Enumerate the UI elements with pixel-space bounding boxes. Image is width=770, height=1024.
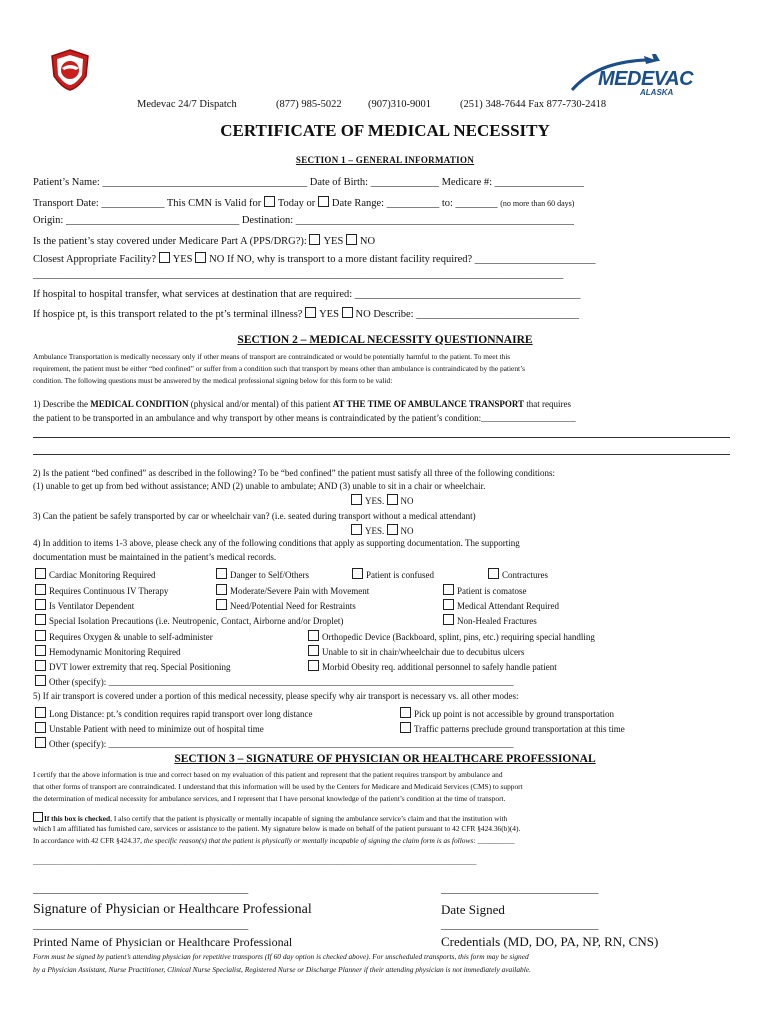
- box-bold: If this box is checked: [44, 814, 111, 823]
- q2-yes-label: YES.: [365, 496, 385, 506]
- medicare-yes-label: YES: [323, 236, 344, 247]
- cardiac-checkbox[interactable]: [35, 568, 46, 579]
- date-range-label: Date Range: __________ to: ________: [331, 198, 498, 209]
- q3-yes-checkbox[interactable]: [351, 524, 362, 535]
- q3-no-label: NO: [400, 526, 414, 536]
- obesity-label: Morbid Obesity req. additional personnel to safely handle patient: [322, 662, 557, 672]
- hospital-transfer-row: If hospital to hospital transfer, what services at destination that are required: ___________________________________________: [33, 289, 581, 300]
- attendant-checkbox[interactable]: [443, 599, 454, 610]
- air-long-checkbox[interactable]: [35, 707, 46, 718]
- air-traffic: [400, 722, 625, 734]
- air-long-label: Long Distance: pt.’s condition requires rapid transport over long distance: [49, 709, 313, 719]
- hemo-label: Hemodynamic Monitoring Required: [49, 647, 181, 657]
- cond-ortho: [308, 630, 595, 642]
- dvt-label: DVT lower extremity that req. Special Positioning: [49, 662, 231, 672]
- box-line-2: which I am affiliated has furnished care, services or assistance to the patient. My signature below is made on behalf of the patient pursuant to 42 CFR §424.36(b)(4).: [33, 824, 521, 833]
- decub-checkbox[interactable]: [308, 645, 319, 656]
- intro-line-3: condition. The following questions must be answered by the medical professional signing below for this form to be valid:: [33, 376, 393, 385]
- hemo-checkbox[interactable]: [35, 645, 46, 656]
- credentials-line[interactable]: ______________________________: [441, 920, 599, 931]
- obesity-checkbox[interactable]: [308, 660, 319, 671]
- cert-line-1: I certify that the above information is true and correct based on my evaluation of this patient and represent that the patient requires transport by ambulance and: [33, 770, 503, 779]
- iv-checkbox[interactable]: [35, 584, 46, 595]
- danger-label: Danger to Self/Others: [230, 570, 309, 580]
- cond-isolation: [35, 614, 343, 626]
- q1-text-c: (physical and/or mental) of this patient: [190, 399, 331, 409]
- q1-text-a: 1) Describe the: [33, 399, 88, 409]
- q2-no-label: NO: [400, 496, 414, 506]
- restraint-label: Need/Potential Need for Restraints: [230, 601, 356, 611]
- confused-checkbox[interactable]: [352, 568, 363, 579]
- medicare-no-checkbox[interactable]: [346, 234, 357, 245]
- answer-line-1[interactable]: [33, 437, 730, 438]
- iv-label: Requires Continuous IV Therapy: [49, 586, 169, 596]
- closest-yes-checkbox[interactable]: [159, 252, 170, 263]
- cond-comatose: [443, 584, 527, 596]
- logo-subtext: ALASKA: [640, 88, 674, 97]
- pain-checkbox[interactable]: [216, 584, 227, 595]
- signature-line[interactable]: _________________________________________: [33, 884, 249, 895]
- footer-line-2: by a Physician Assistant, Nurse Practitioner, Clinical Nurse Specialist, Registered Nurse or Discharge Planner if their attending physician is not immediately available.: [33, 965, 531, 974]
- box-text-3b: the specific reason(s) that the patient is physically or mentally incapable of signing the claim form is as follows: __________: [143, 836, 515, 845]
- air-unstable: [35, 722, 264, 734]
- medicare-row: [33, 234, 375, 247]
- pain-label: Moderate/Severe Pain with Movement: [230, 586, 370, 596]
- air-unstable-checkbox[interactable]: [35, 722, 46, 733]
- fracture-label: Non-Healed Fractures: [457, 616, 537, 626]
- cond-hemo: [35, 645, 180, 657]
- question-2-line-1: 2) Is the patient “bed confined” as described in the following? To be “bed confined” the patient must satisfy all three of the following conditions:: [33, 468, 556, 478]
- date-label: Date Signed: [441, 902, 505, 917]
- vent-label: Is Ventilator Dependent: [49, 601, 135, 611]
- isolation-checkbox[interactable]: [35, 614, 46, 625]
- danger-checkbox[interactable]: [216, 568, 227, 579]
- cond-cardiac: [35, 568, 155, 580]
- q1-text-b: MEDICAL CONDITION: [90, 399, 189, 409]
- cert-line-2: that other forms of transport are contraindicated. I understand that this information will be used by the Centers for Medicare and Medicaid Services (CMS) to support: [33, 782, 523, 791]
- air-unstable-label: Unstable Patient with need to minimize out of hospital time: [49, 724, 264, 734]
- phone-1: (877) 985-5022: [276, 99, 342, 110]
- air-other-checkbox[interactable]: [35, 737, 46, 748]
- q1-text-e: that requires: [526, 399, 572, 409]
- air-pickup-label: Pick up point is not accessible by ground transportation: [414, 709, 614, 719]
- question-4-line-2: documentation must be maintained in the patient’s medical records.: [33, 552, 277, 562]
- comatose-label: Patient is comatose: [457, 586, 527, 596]
- cardiac-label: Cardiac Monitoring Required: [49, 570, 156, 580]
- cond-danger: [216, 568, 309, 580]
- printed-name-label: Printed Name of Physician or Healthcare Professional: [33, 935, 293, 949]
- hospice-row: [33, 307, 579, 320]
- date-line[interactable]: ______________________________: [441, 884, 599, 895]
- closest-why: If NO, why is transport to a more distant facility required? _______________________: [226, 254, 596, 265]
- vent-checkbox[interactable]: [35, 599, 46, 610]
- closest-question: Closest Appropriate Facility?: [33, 254, 157, 265]
- answer-line-2[interactable]: [33, 454, 730, 455]
- fracture-checkbox[interactable]: [443, 614, 454, 625]
- cond-confused: [352, 568, 434, 580]
- hospice-no-label: NO Describe: _______________________________: [355, 309, 579, 320]
- q1-text-d: AT THE TIME OF AMBULANCE TRANSPORT: [332, 399, 525, 409]
- credentials-label: Credentials (MD, DO, PA, NP, RN, CNS): [441, 934, 659, 949]
- blank-line: _____________________________________________________________________________________________________: [33, 269, 564, 280]
- closest-row: [33, 252, 596, 265]
- cond-contractures: [488, 568, 548, 580]
- ortho-checkbox[interactable]: [308, 630, 319, 641]
- comatose-checkbox[interactable]: [443, 584, 454, 595]
- other-checkbox[interactable]: [35, 675, 46, 686]
- question-4-line-1: 4) In addition to items 1-3 above, please check any of the following conditions that apply as supporting documentation. The supporting: [33, 538, 520, 548]
- air-traffic-checkbox[interactable]: [400, 722, 411, 733]
- patient-name-row: Patient’s Name: _______________________________________ Date of Birth: _____________ Medicare #: _________________: [33, 177, 584, 188]
- date-range-checkbox[interactable]: [318, 196, 329, 207]
- cond-oxygen: [35, 630, 213, 642]
- hospice-question: If hospice pt, is this transport related to the pt’s terminal illness?: [33, 309, 303, 320]
- question-5: 5) If air transport is covered under a portion of this medical necessity, please specify why air transport is necessary vs. all other modes:: [33, 691, 519, 701]
- dispatch-label: Medevac 24/7 Dispatch: [137, 99, 237, 110]
- emblem-logo: [48, 48, 92, 92]
- question-1-line-1: [33, 399, 571, 409]
- transport-date-row: [33, 196, 574, 209]
- air-pickup-checkbox[interactable]: [400, 707, 411, 718]
- logo-text: MEDEVAC: [598, 68, 694, 90]
- box-text-3a: In accordance with 42 CFR §424.37,: [33, 836, 142, 845]
- air-traffic-label: Traffic patterns preclude ground transportation at this time: [414, 724, 625, 734]
- question-2-answers: [351, 494, 414, 506]
- no-more-note: (no more than 60 days): [500, 199, 575, 208]
- question-1-line-2: the patient to be transported in an ambulance and why transport by other means is contraindicated by the patient’s condition:_____________________: [33, 413, 576, 423]
- q3-yes-label: YES.: [365, 526, 385, 536]
- phone-2: (907)310-9001: [368, 99, 431, 110]
- cond-fracture: [443, 614, 537, 626]
- question-3-answers: [351, 524, 414, 536]
- section1-heading: SECTION 1 – GENERAL INFORMATION: [295, 155, 475, 165]
- printed-name-line[interactable]: _________________________________________: [33, 920, 249, 931]
- intro-line-1: Ambulance Transportation is medically necessary only if other means of transport are contraindicated or would be potentially harmful to the patient. To meet this: [33, 352, 511, 361]
- air-pickup: [400, 707, 614, 719]
- section2-heading: SECTION 2 – MEDICAL NECESSITY QUESTIONNAIRE: [237, 334, 533, 346]
- cond-attendant: [443, 599, 559, 611]
- q3-no-checkbox[interactable]: [387, 524, 398, 535]
- closest-yes-label: YES: [172, 254, 193, 265]
- cond-obesity: [308, 660, 557, 672]
- box-text-1: , I also certify that the patient is physically or mentally incapable of signing the ambulance service’s claim and that the institution with: [110, 814, 508, 823]
- section3-heading: SECTION 3 – SIGNATURE OF PHYSICIAN OR HEALTHCARE PROFESSIONAL: [174, 753, 596, 765]
- footer-line-1: Form must be signed by patient’s attending physician for repetitive transports (If 60 day option is checked above). For unscheduled transports, this form may be signed: [33, 952, 529, 961]
- today-checkbox[interactable]: [264, 196, 275, 207]
- today-label: Today or: [277, 198, 316, 209]
- decub-label: Unable to sit in chair/wheelchair due to decubitus ulcers: [322, 647, 525, 657]
- q2-no-checkbox[interactable]: [387, 494, 398, 505]
- closest-no-label: NO: [209, 254, 225, 265]
- air-other: [35, 737, 513, 749]
- hospice-yes-checkbox[interactable]: [305, 307, 316, 318]
- attendant-label: Medical Attendant Required: [457, 601, 559, 611]
- other-label: Other (specify): __________________________________________________________________________________________: [49, 677, 514, 687]
- contractures-checkbox[interactable]: [488, 568, 499, 579]
- dvt-checkbox[interactable]: [35, 660, 46, 671]
- restraint-checkbox[interactable]: [216, 599, 227, 610]
- box-line-1: [33, 812, 507, 823]
- cert-line-3: the determination of medical necessity for ambulance services, and I represent that I have personal knowledge of the patient’s condition at the time of transport.: [33, 794, 506, 803]
- origin-row: Origin: _________________________________ Destination: _____________________________________________________: [33, 215, 575, 226]
- q2-yes-checkbox[interactable]: [351, 494, 362, 505]
- air-other-label: Other (specify): __________________________________________________________________________________________: [49, 739, 514, 749]
- signature-label: Signature of Physician or Healthcare Professional: [33, 902, 312, 917]
- intro-line-2: requirement, the patient must be either “bed confined” or suffer from a condition such that transport by means other than ambulance is contraindicated by the patient’s: [33, 364, 525, 373]
- incapable-checkbox[interactable]: [33, 812, 43, 822]
- confused-label: Patient is confused: [366, 570, 434, 580]
- cond-restraint: [216, 599, 356, 611]
- ortho-label: Orthopedic Device (Backboard, splint, pins, etc.) requiring special handling: [322, 632, 595, 642]
- phone-fax: (251) 348-7644 Fax 877-730-2418: [460, 99, 607, 110]
- box-line-3: [33, 836, 515, 845]
- cond-decub: [308, 645, 524, 657]
- transport-date-label: Transport Date: ____________ This CMN is Valid for: [33, 198, 262, 209]
- hospice-yes-label: YES: [319, 309, 339, 320]
- question-2-line-2: (1) unable to get up from bed without assistance; AND (2) unable to ambulate; AND (3) unable to sit in a chair or wheelchair.: [33, 481, 486, 491]
- medicare-question: Is the patient’s stay covered under Medicare Part A (PPS/DRG?):: [33, 236, 307, 247]
- oxygen-label: Requires Oxygen & unable to self-administer: [49, 632, 213, 642]
- question-3: 3) Can the patient be safely transported by car or wheelchair van? (i.e. seated during transport without a medical attendant): [33, 511, 476, 521]
- cond-vent: [35, 599, 134, 611]
- cond-other: [35, 675, 513, 687]
- cond-iv: [35, 584, 168, 596]
- contractures-label: Contractures: [502, 570, 548, 580]
- reason-blank: ________________________________________________________________________________________________________________________: [33, 857, 477, 866]
- hospice-no-checkbox[interactable]: [342, 307, 353, 318]
- air-long: [35, 707, 312, 719]
- medicare-no-label: NO: [359, 236, 376, 247]
- closest-no-checkbox[interactable]: [195, 252, 206, 263]
- cond-dvt: [35, 660, 231, 672]
- cond-pain: [216, 584, 369, 596]
- medicare-yes-checkbox[interactable]: [309, 234, 320, 245]
- isolation-label: Special Isolation Precautions (i.e. Neutropenic, Contact, Airborne and/or Droplet): [49, 616, 344, 626]
- oxygen-checkbox[interactable]: [35, 630, 46, 641]
- page-title: CERTIFICATE OF MEDICAL NECESSITY: [220, 121, 550, 140]
